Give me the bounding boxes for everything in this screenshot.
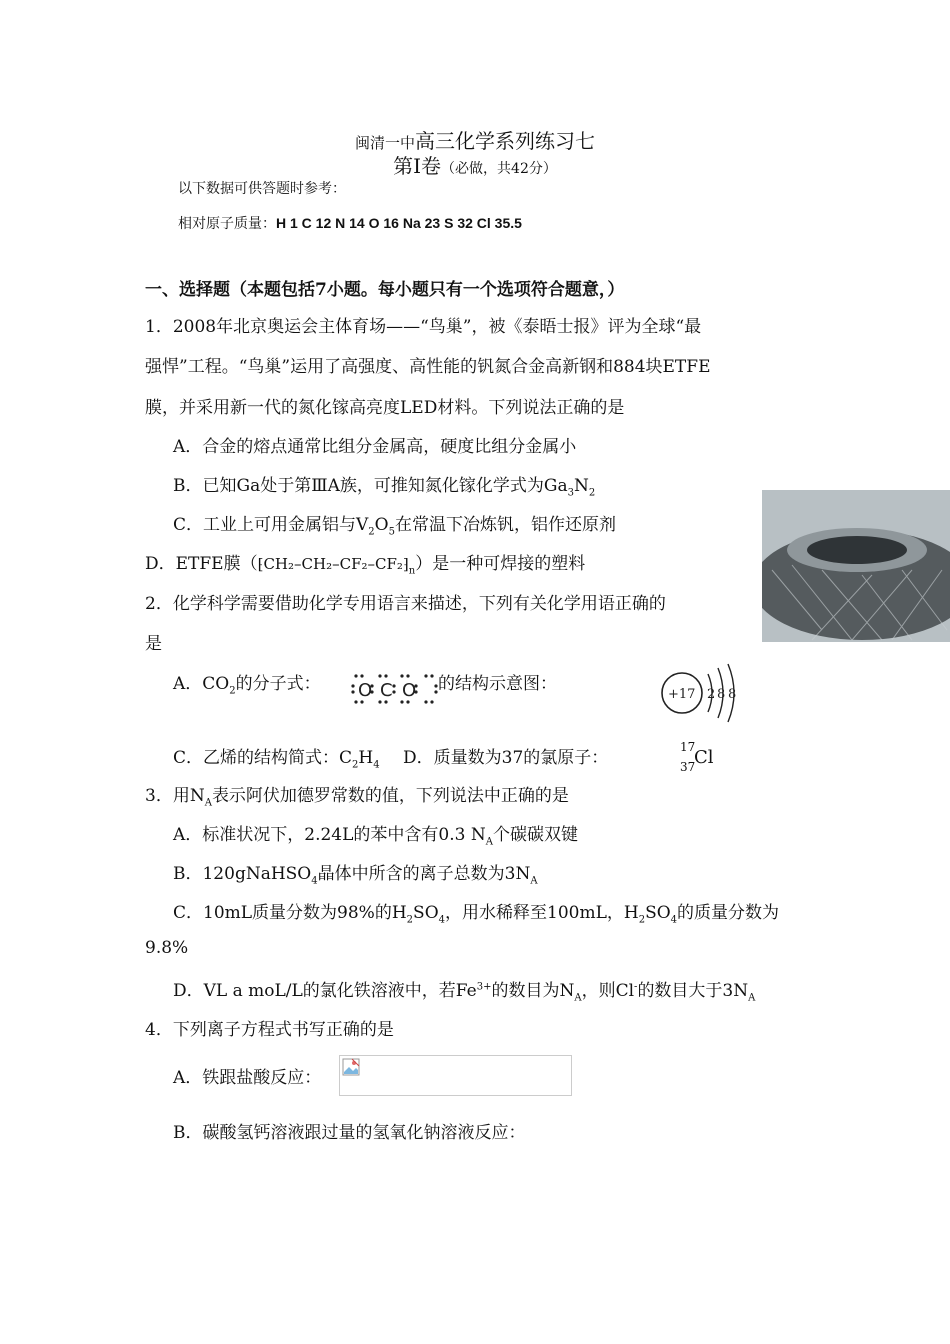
- q3-sub: A: [204, 797, 212, 809]
- section-heading: 一、选择题（本题包括7小题。每小题只有一个选项符合题意，）: [145, 280, 625, 300]
- q2-c-h: H: [358, 748, 374, 768]
- q1-c-post: 在常温下冶炼钒，铝作还原剂: [394, 515, 616, 535]
- q1-b-n: N: [573, 476, 589, 496]
- q3-c-sub4: 4: [670, 914, 678, 926]
- q3-c-mid1: SO: [413, 903, 439, 923]
- q4-line1: 4．下列离子方程式书写正确的是: [145, 1020, 394, 1040]
- q1-line3: 膜，并采用新一代的氮化镓高亮度LED材料。下列说法正确的是: [145, 398, 625, 418]
- q4-option-a: A．铁跟盐酸反应：: [173, 1068, 322, 1088]
- q3-d-sub2: A: [748, 992, 756, 1004]
- q3-b-sub: 4: [311, 875, 318, 887]
- q2-option-c: [173, 743, 380, 770]
- q1-line1: 1．2008年北京奥运会主体育场——“鸟巢”，被《泰晤士报》评为全球“最: [145, 317, 702, 337]
- q1-line2: 强悍”工程。“鸟巢”运用了高强度、高性能的钒氮合金高新钢和884块ETFE: [145, 357, 711, 377]
- chlorine-ion-structure-diagram: [658, 662, 744, 724]
- q2-option-d: D．质量数为37的氯原子：: [403, 748, 609, 768]
- reference-intro: 以下数据可供答题时参考：: [178, 181, 346, 197]
- q3-d-mid1: 的数目为N: [491, 981, 575, 1001]
- q3-option-b: [173, 859, 538, 886]
- birds-nest-photo: [762, 490, 950, 642]
- school-name: 闽清一中: [354, 134, 415, 152]
- svg-text:8: 8: [728, 687, 737, 702]
- q3-d-mid2: ，则Cl: [581, 981, 635, 1001]
- q3-c-text: C．10mL质量分数为98%的H: [173, 903, 407, 923]
- iso-symbol: Cl: [694, 747, 714, 768]
- q1-d-post: ）是一种可焊接的塑料: [415, 554, 586, 574]
- q1-b-sub2: 2: [588, 487, 596, 499]
- broken-image-icon: [342, 1058, 362, 1078]
- q3-option-c: [173, 898, 779, 925]
- q3-d-sup2: -: [634, 981, 638, 993]
- atomic-mass-label: 相对原子质量：: [178, 216, 276, 232]
- co2-lewis-structure: [350, 668, 440, 710]
- q3-c-sub1: 2: [406, 914, 414, 926]
- q1-option-b: [173, 471, 595, 498]
- q3-text: 3．用N: [145, 786, 205, 806]
- q2-option-a: [173, 669, 321, 696]
- q3-a-sub: A: [485, 836, 493, 848]
- svg-text:O: O: [358, 680, 373, 701]
- q2-line1: 2．化学科学需要借助化学专用语言来描述，下列有关化学用语正确的: [145, 594, 666, 614]
- q3-d-text: D．VL a moL/L的氯化铁溶液中，若Fe: [173, 981, 477, 1001]
- q3-option-c-line2: 9.8%: [145, 938, 189, 958]
- atomic-mass-values: H 1 C 12 N 14 O 16 Na 23 S 32 Cl 35.5: [276, 215, 522, 231]
- q3-a-post: 个碳碳双键: [492, 825, 578, 845]
- q3-b-mid: 晶体中所含的离子总数为3N: [317, 864, 531, 884]
- q1-option-d: [145, 549, 585, 576]
- q3-option-d: [173, 976, 755, 1003]
- q2-c-sub: 2: [352, 759, 359, 771]
- q3-d-sub1: A: [574, 992, 582, 1004]
- q3-option-a: [173, 820, 578, 847]
- q1-b-text: B．已知Ga处于第ⅢA族，可推知氮化镓化学式为Ga: [173, 476, 568, 496]
- q3-c-mid3: SO: [645, 903, 671, 923]
- q3-c-mid2: ，用水稀释至100mL，H: [445, 903, 639, 923]
- exercise-title: 高三化学系列练习七: [415, 129, 595, 153]
- q2-b-tail: 的结构示意图：: [438, 674, 557, 694]
- q1-c-o: O: [374, 515, 389, 535]
- etfe-n: n: [408, 565, 416, 577]
- q2-line2: 是: [145, 634, 162, 654]
- volume-label: 第Ⅰ卷: [393, 154, 442, 178]
- q2-a-text: A．CO: [173, 674, 230, 694]
- svg-text:O: O: [402, 680, 417, 701]
- q2-a-sub: 2: [229, 685, 236, 697]
- q3-b-text: B．120gNaHSO: [173, 864, 312, 884]
- q3-a-text: A．标准状况下，2.24L的苯中含有0.3 N: [173, 825, 486, 845]
- iso-top: 17: [680, 740, 696, 754]
- q1-d-text: D．ETFE膜（: [145, 554, 258, 574]
- q3-d-sup1: 3+: [476, 981, 492, 993]
- q3-c-sub2: 4: [438, 914, 446, 926]
- chlorine-isotope-notation: [678, 740, 718, 780]
- svg-text:2: 2: [707, 687, 716, 702]
- q3-d-mid3: 的数目大于3N: [637, 981, 749, 1001]
- q4-option-b: B．碳酸氢钙溶液跟过量的氢氧化钠溶液反应：: [173, 1123, 526, 1143]
- iso-bottom: 37: [680, 760, 696, 774]
- svg-text:C: C: [380, 680, 393, 701]
- q2-a-post: 的分子式：: [235, 674, 321, 694]
- svg-text:+17: +17: [668, 687, 696, 702]
- q1-c-sub: 2: [368, 526, 375, 538]
- q1-c-text: C．工业上可用金属铝与V: [173, 515, 369, 535]
- q2-c-text: C．乙烯的结构简式：C: [173, 748, 353, 768]
- q2-c-sub2: 4: [373, 759, 380, 771]
- q3-post: 表示阿伏加德罗常数的值，下列说法中正确的是: [211, 786, 569, 806]
- q1-option-a: A．合金的熔点通常比组分金属高，硬度比组分金属小: [173, 437, 577, 457]
- volume-heading: [0, 150, 950, 179]
- q1-option-c: [173, 510, 616, 537]
- broken-image-placeholder: [339, 1055, 572, 1096]
- q1-c-sub2: 5: [388, 526, 395, 538]
- q3-b-sub2: A: [530, 875, 538, 887]
- etfe-formula: ⁅CH₂–CH₂–CF₂–CF₂⁆: [257, 555, 409, 573]
- q3-c-post: 的质量分数为: [677, 903, 780, 923]
- q1-b-sub: 3: [567, 487, 574, 499]
- volume-note: （必做，共42分）: [441, 161, 557, 177]
- q3-c-sub3: 2: [638, 914, 646, 926]
- q3-line1: [145, 781, 569, 808]
- svg-text:8: 8: [717, 687, 726, 702]
- atomic-mass-line: [178, 213, 522, 233]
